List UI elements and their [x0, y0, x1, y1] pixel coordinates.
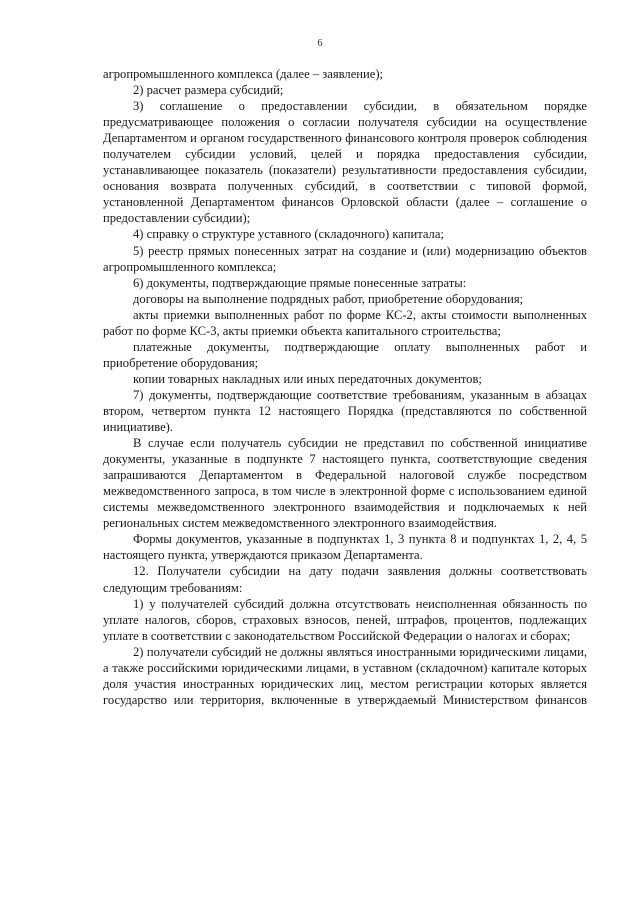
- paragraph: копии товарных накладных или иных передаточных документов;: [133, 371, 482, 386]
- paragraph: агропромышленного комплекса (далее – заявление);: [103, 67, 384, 81]
- paragraph: акты приемки выполненных работ по форме КС-2, акты стоимости выполненных работ по форме КС-3, акты приемки объекта капитального строительства;: [103, 307, 587, 338]
- document-body: [103, 66, 587, 708]
- page-number: 6: [317, 38, 323, 49]
- paragraph: В случае если получатель субсидии не представил по собственной инициативе документы, указанные в подпункте 7 настоящего пункта, соответствующие сведения запрашиваются Департаментом в Федеральной налоговой службе посредством межведомственного запроса, в том числе в электронной форме с использованием единой системы межведомственного электронного взаимодействия и подключаемых к ней региональных систем межведомственного электронного взаимодействия.: [103, 436, 587, 531]
- paragraph: 1) у получателей субсидий должна отсутствовать неисполненная обязанность по уплате налогов, сборов, страховых взносов, пеней, штрафов, процентов, подлежащих уплате в соответствии с законодательством Российской Федерации о налогах и сборах;: [103, 596, 587, 643]
- paragraph: 2) расчет размера субсидий;: [133, 83, 284, 98]
- paragraph: 6) документы, подтверждающие прямые понесенные затраты:: [133, 275, 467, 290]
- paragraph: 3) соглашение о предоставлении субсидии, в обязательном порядке предусматривающее положения о согласии получателя субсидии на осуществление Департаментом и органом государственного финансового контроля проверок соблюдения получателем субсидии условий, целей и порядка предоставления субсидии, устанавливающее показатель (показатели) результативности предоставления субсидии, основания возврата полученных субсидий, в соответствии с типовой формой, установленной Департаментом финансов Орловской области (далее – соглашение о предоставлении субсидии);: [103, 99, 587, 226]
- paragraph: 4) справку о структуре уставного (складочного) капитала;: [133, 227, 444, 242]
- paragraph: договоры на выполнение подрядных работ, приобретение оборудования;: [133, 291, 524, 306]
- paragraph: Формы документов, указанные в подпунктах 1, 3 пункта 8 и подпунктах 1, 2, 4, 5 настоящего пункта, утверждаются приказом Департамента.: [103, 532, 587, 563]
- paragraph: платежные документы, подтверждающие оплату выполненных работ и приобретение оборудования;: [103, 339, 587, 370]
- paragraph: 7) документы, подтверждающие соответствие требованиям, указанным в абзацах втором, четвертом пункта 12 настоящего Порядка (представляются по собственной инициативе).: [103, 387, 587, 435]
- paragraph: 12. Получатели субсидии на дату подачи заявления должны соответствовать следующим требованиям:: [103, 564, 587, 595]
- paragraph: 5) реестр прямых понесенных затрат на создание и (или) модернизацию объектов агропромышленного комплекса;: [103, 243, 587, 274]
- paragraph: 2) получатели субсидий не должны являться иностранными юридическими лицами, а также российскими юридическими лицами, в уставном (складочном) капитале которых доля участия иностранных юридических лиц, местом регистрации которых является государство или территория, включенные в утверждаемый Министерством финансов: [103, 644, 587, 707]
